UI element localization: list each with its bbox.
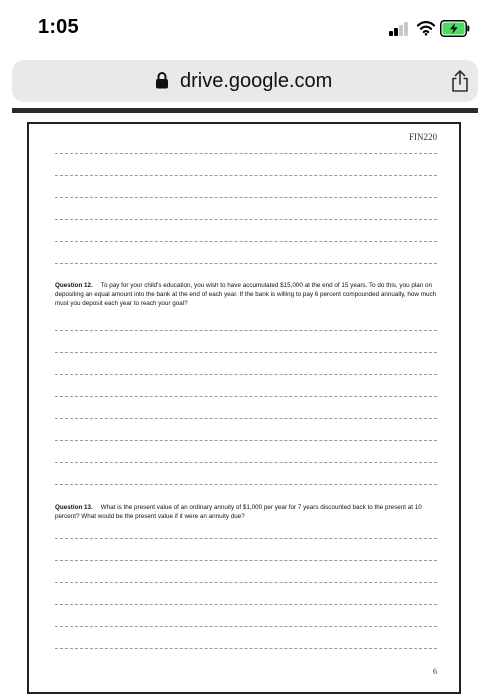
course-code: FIN220 <box>408 132 437 142</box>
answer-line <box>55 175 437 176</box>
previous-page-edge <box>12 108 478 113</box>
question-number: Question 12. <box>55 282 93 289</box>
question-text: To pay for your child's education, you wish to have accumulated $15,000 at the end of 15 years. To do this, you plan on depositing an equal amount into the bank at the end of each year. If the bank is willing to pay 6 percent compounded annually, how much must you deposit each year to reach your goal? <box>55 282 437 307</box>
address-bar[interactable] <box>12 60 478 102</box>
question-13 <box>55 503 441 521</box>
answer-line <box>55 153 437 154</box>
answer-line <box>55 440 437 441</box>
document-page <box>27 122 461 694</box>
answer-line <box>55 604 437 605</box>
lock-icon <box>155 71 169 89</box>
question-number: Question 13. <box>55 504 93 511</box>
answer-line <box>55 648 437 649</box>
question-text: What is the present value of an ordinary annuity of $1,000 per year for 7 years discounted back to the present at 10 percent? What would be the present value if it were an annuity due? <box>55 504 422 520</box>
answer-line <box>55 263 437 264</box>
url-text[interactable]: drive.google.com <box>180 70 333 92</box>
page-number: 6 <box>433 667 437 676</box>
answer-line <box>55 560 437 561</box>
answer-line <box>55 374 437 375</box>
status-bar <box>0 0 490 56</box>
cellular-signal-icon <box>389 22 411 36</box>
answer-line <box>55 219 437 220</box>
share-icon[interactable] <box>449 69 471 93</box>
status-time: 1:05 <box>38 16 79 38</box>
answer-line <box>55 462 437 463</box>
answer-line <box>55 330 437 331</box>
answer-line <box>55 582 437 583</box>
wifi-icon <box>417 20 435 36</box>
answer-line <box>55 241 437 242</box>
answer-line <box>55 352 437 353</box>
answer-line <box>55 197 437 198</box>
answer-line <box>55 626 437 627</box>
answer-line <box>55 418 437 419</box>
answer-line <box>55 396 437 397</box>
question-12 <box>55 281 441 308</box>
answer-line <box>55 484 437 485</box>
battery-charging-icon <box>440 20 470 37</box>
answer-line <box>55 538 437 539</box>
